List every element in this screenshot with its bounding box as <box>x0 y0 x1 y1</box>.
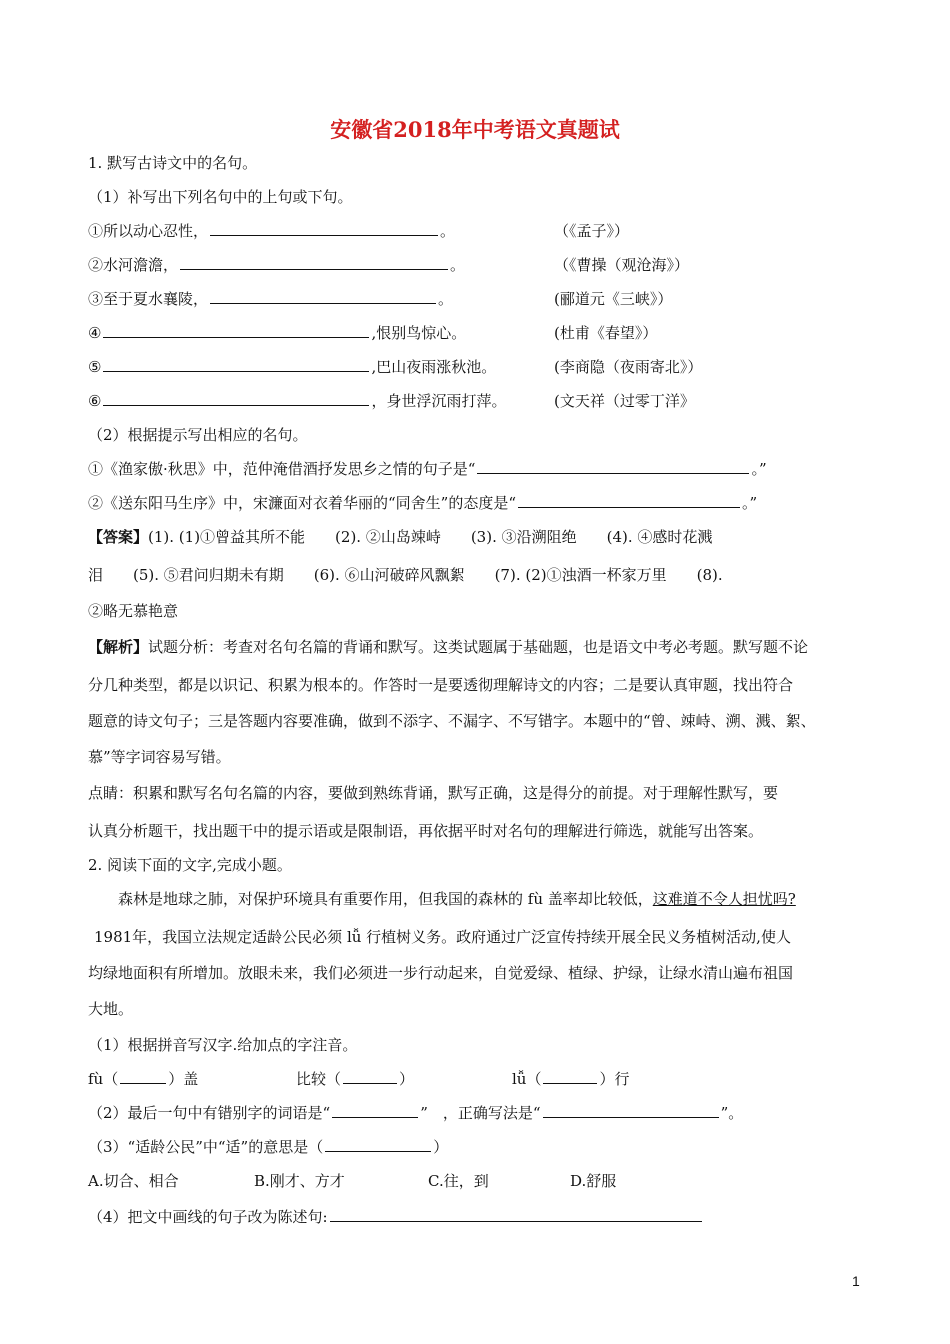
passage-line-2: 1981年，我国立法规定适龄公民必须 lǚ 行植树义务。政府通过广泛宣传持续开展全民义务植树活动,使人 <box>94 928 791 946</box>
q1-item-6-source: (文天祥（过零丁洋》 <box>554 392 695 410</box>
answer-blank[interactable] <box>543 1102 719 1118</box>
q2-sub3: （3）“适龄公民”中“适”的意思是（ ） <box>88 1138 449 1156</box>
answer-line-1: 【答案】(1). (1)①曾益其所不能 (2). ②山岛竦峙 (3). ③沿溯阻绝 (4). ④感时花溅 <box>88 528 713 546</box>
q2-sub1: （1）根据拼音写汉字.给加点的字注音。 <box>88 1036 358 1054</box>
answer-blank[interactable] <box>477 458 749 474</box>
passage-line-1: 森林是地球之肺，对保护环境具有重要作用，但我国的森林的 fù 盖率却比较低，这难道不令人担忧吗? <box>118 890 796 908</box>
analysis-line-1: 【解析】试题分析：考查对名句名篇的背诵和默写。这类试题属于基础题，也是语文中考必考题。默写题不论 <box>88 638 809 656</box>
option-b[interactable]: B.刚才、方才 <box>254 1172 345 1190</box>
q1-sub2-item-2: ②《送东阳马生序》中，宋濂面对衣着华丽的“同舍生”的态度是“ 。” <box>88 494 758 512</box>
q1-item-4-source: (杜甫《春望》） <box>554 324 658 342</box>
document-title: 安徽省2018年中考语文真题试 <box>330 117 620 142</box>
q2-sub4: （4）把文中画线的句子改为陈述句: <box>88 1206 704 1228</box>
q2-heading: 2. 阅读下面的文字,完成小题。 <box>88 856 292 874</box>
q1-item-5: ⑤ ,巴山夜雨涨秋池。 <box>88 358 497 376</box>
answer-blank[interactable] <box>325 1136 431 1152</box>
pinyin-item-a: fù（ ）盖 <box>88 1070 199 1088</box>
analysis-line-4: 慕”等字词容易写错。 <box>88 748 231 766</box>
q1-heading: 1. 默写古诗文中的名句。 <box>88 154 258 172</box>
page-number: 1 <box>852 1273 860 1289</box>
passage-line-3: 均绿地面积有所增加。放眼未来，我们必须进一步行动起来，自觉爱绿、植绿、护绿，让绿水清山遍布祖国 <box>88 964 794 982</box>
q2-sub2: （2）最后一句中有错别字的词语是“ ” ，正确写法是“ ”。 <box>88 1104 744 1122</box>
answer-blank[interactable] <box>210 288 436 304</box>
answer-blank[interactable] <box>332 1102 418 1118</box>
answer-line-2: 泪 (5). ⑤君问归期未有期 (6). ⑥山河破碎风飘絮 (7). (2)①浊酒一杯家万里 (8). <box>88 566 723 584</box>
q1-item-1-source: （《孟子》） <box>554 222 630 240</box>
q1-item-2: ②水河澹澹， 。 <box>88 256 466 274</box>
answer-blank[interactable] <box>180 254 448 270</box>
underlined-sentence: 这难道不令人担忧吗? <box>652 890 796 908</box>
analysis-line-2: 分几种类型，都是以识记、积累为根本的。作答时一是要透彻理解诗文的内容；二是要认真审题，找出符合 <box>88 676 794 694</box>
answer-blank[interactable] <box>210 220 438 236</box>
option-d[interactable]: D.舒服 <box>570 1172 617 1190</box>
answer-blank[interactable] <box>543 1068 597 1084</box>
option-a[interactable]: A.切合、相合 <box>88 1172 179 1190</box>
passage-line-4: 大地。 <box>88 1000 134 1018</box>
option-c[interactable]: C.往，到 <box>428 1172 489 1190</box>
pinyin-item-c: lǚ（ ）行 <box>512 1070 630 1088</box>
q1-item-4: ④ ,恨别鸟惊心。 <box>88 324 467 342</box>
answer-line-3: ②略无慕艳意 <box>88 602 179 620</box>
answer-blank[interactable] <box>103 356 369 372</box>
q1-sub2-item-1: ①《渔家傲·秋思》中，范仲淹借酒抒发思乡之情的句子是“ 。” <box>88 460 767 478</box>
q1-sub2: （2）根据提示写出相应的名句。 <box>88 426 308 444</box>
note-line-1: 点睛：积累和默写名句名篇的内容，要做到熟练背诵，默写正确，这是得分的前提。对于理解性默写，要 <box>88 784 779 802</box>
answer-label: 【答案】 <box>88 528 149 546</box>
analysis-line-3: 题意的诗文句子；三是答题内容要准确，做到不添字、不漏字、不写错字。本题中的“曾、竦峙、溯、溅、絮、 <box>88 712 816 730</box>
answer-blank[interactable] <box>103 322 369 338</box>
answer-blank[interactable] <box>330 1206 702 1222</box>
q1-item-3: ③至于夏水襄陵， 。 <box>88 290 454 308</box>
q1-item-1: ①所以动心忍性， 。 <box>88 222 456 240</box>
answer-blank[interactable] <box>103 390 369 406</box>
analysis-label: 【解析】 <box>88 638 149 656</box>
note-line-2: 认真分析题干，找出题干中的提示语或是限制语，再依据平时对名句的理解进行筛选，就能写出答案。 <box>88 822 764 840</box>
q1-item-5-source: (李商隐（夜雨寄北》） <box>554 358 703 376</box>
pinyin-item-b: 比较（ ） <box>296 1070 415 1088</box>
q1-sub1: （1）补写出下列名句中的上句或下句。 <box>88 188 353 206</box>
q1-item-2-source: （《曹操（观沧海》） <box>554 256 690 274</box>
answer-blank[interactable] <box>518 492 740 508</box>
answer-blank[interactable] <box>120 1068 166 1084</box>
answer-blank[interactable] <box>343 1068 397 1084</box>
q1-item-3-source: (郦道元《三峡》） <box>554 290 673 308</box>
q1-item-6: ⑥ ，身世浮沉雨打萍。 <box>88 392 507 410</box>
